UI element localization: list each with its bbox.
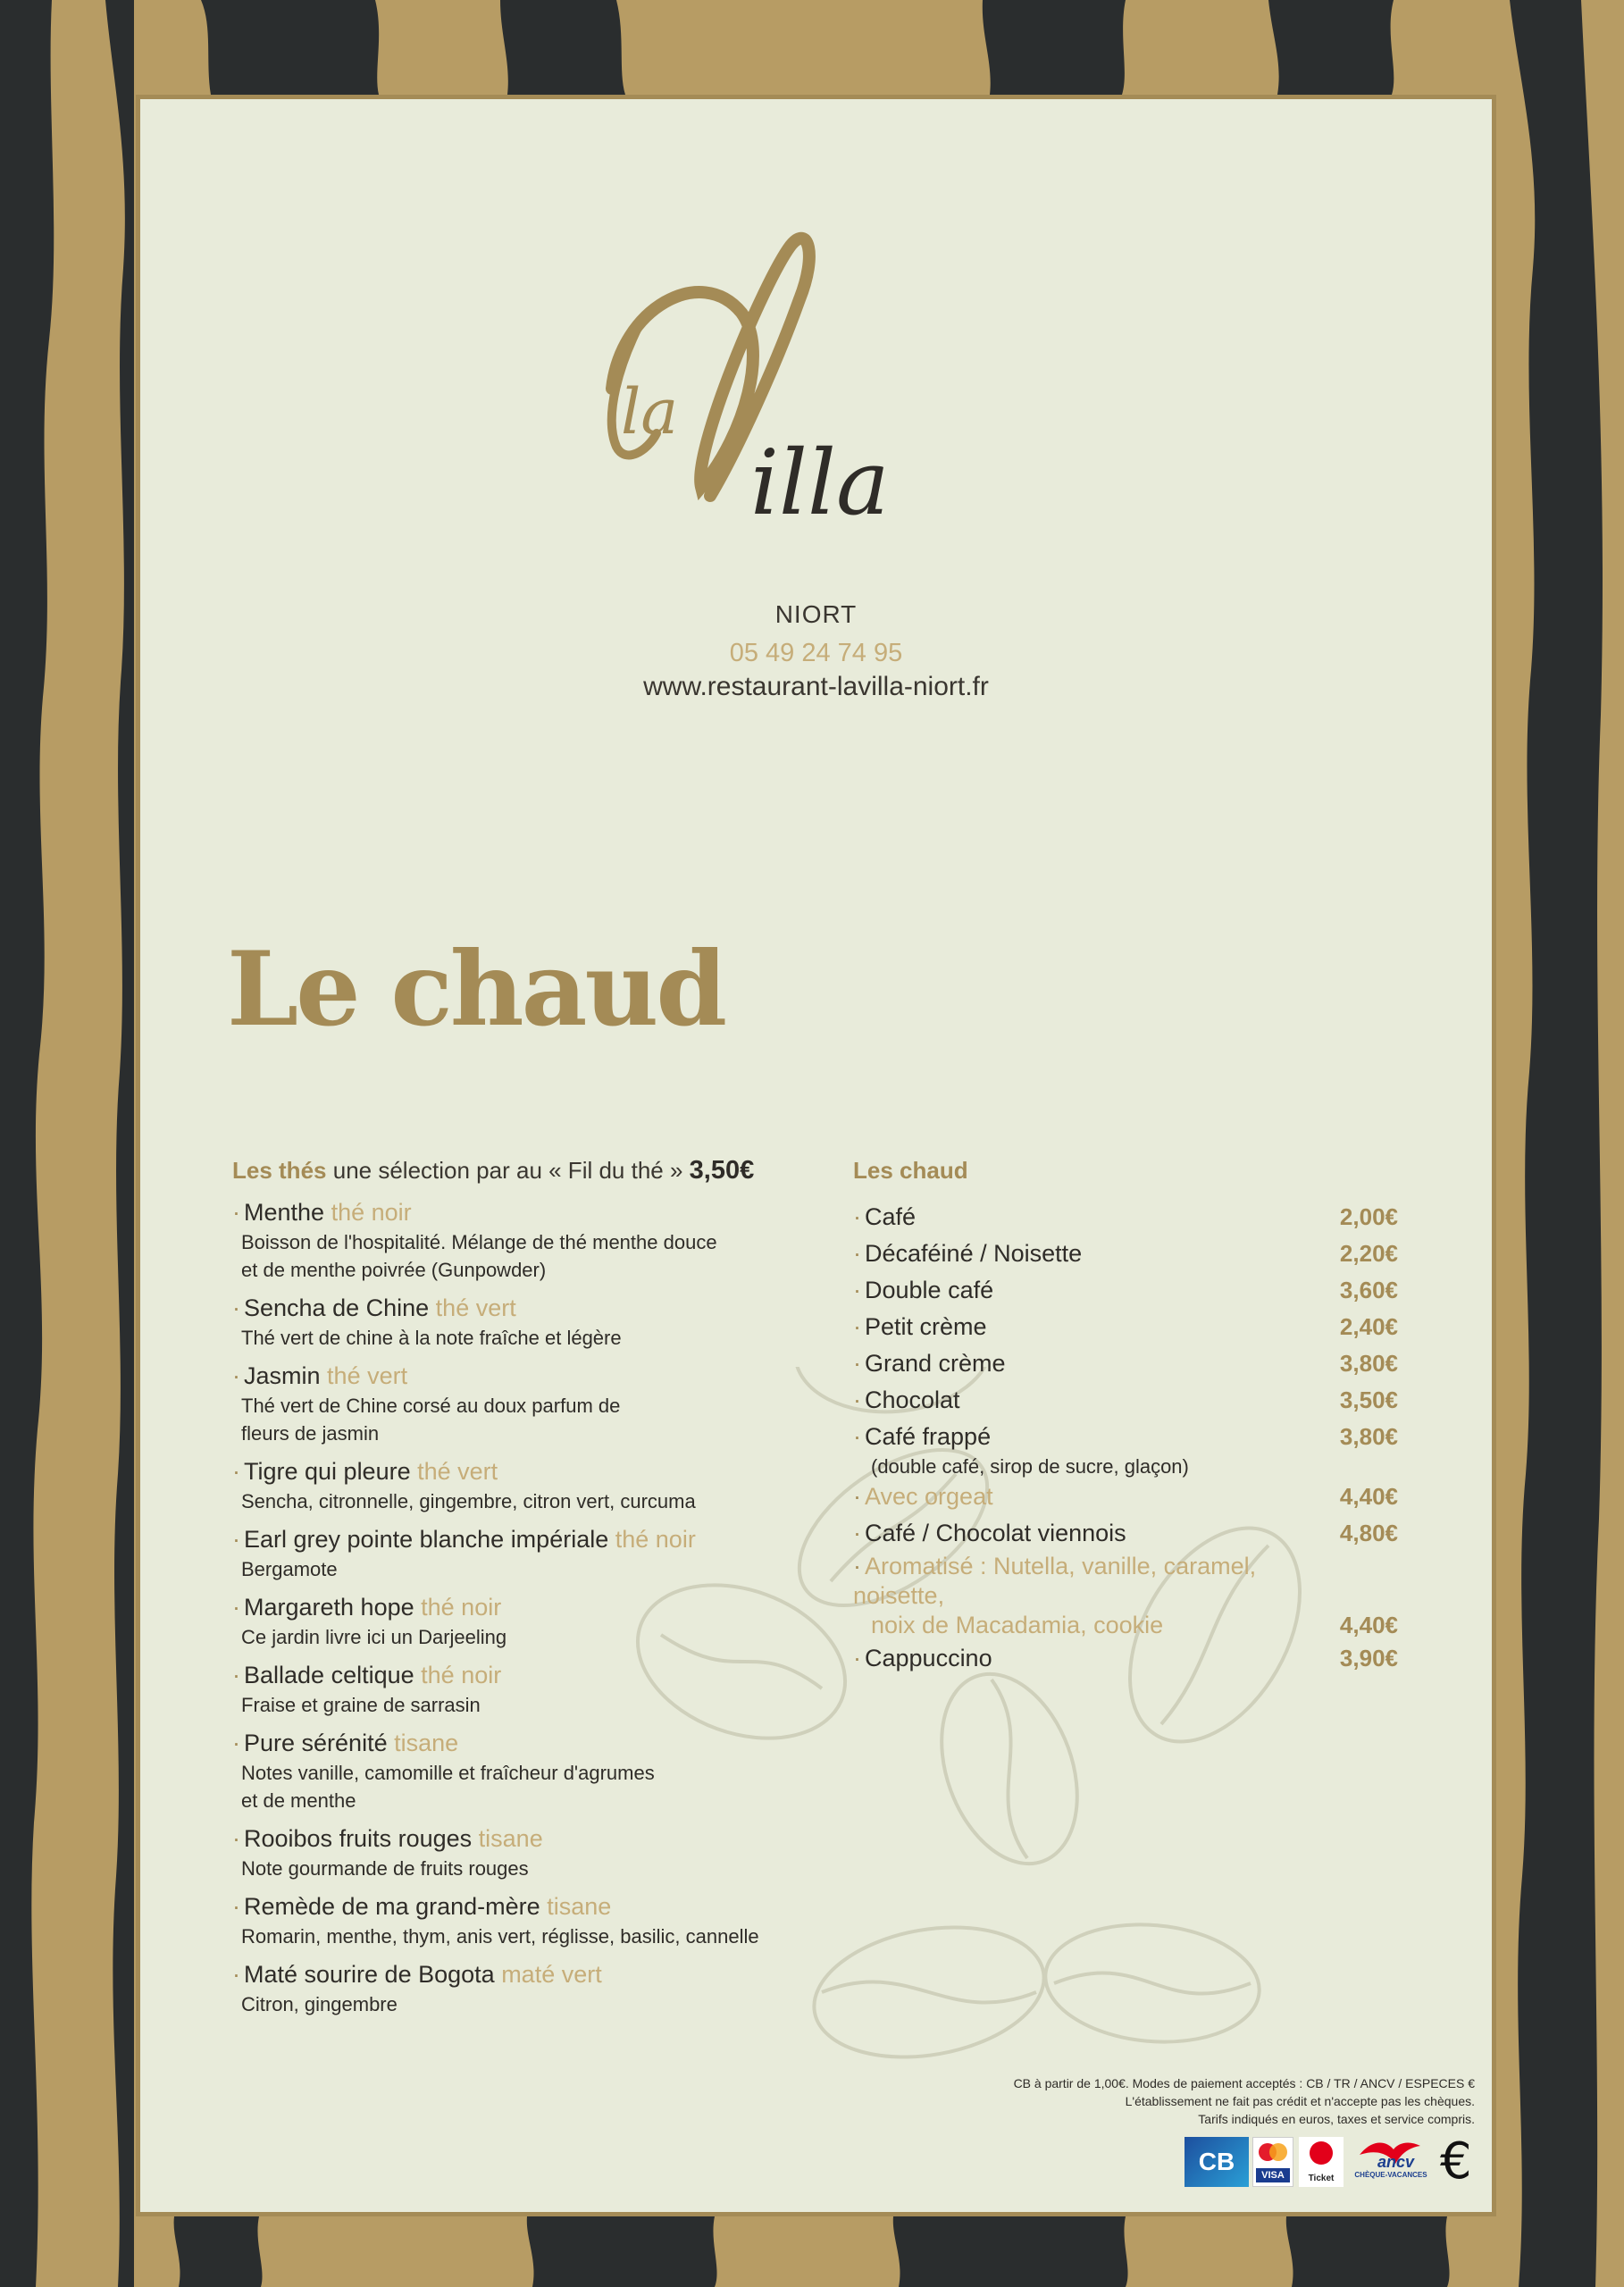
tea-item <box>232 1727 858 1814</box>
ancv-label: ancv <box>1377 2153 1415 2171</box>
bullet-icon: · <box>232 1893 240 1920</box>
item-name: Décaféiné / Noisette <box>865 1240 1083 1267</box>
bullet-icon: · <box>232 1199 240 1226</box>
bullet-icon: · <box>853 1553 861 1579</box>
mastercard-visa-icon <box>1252 2137 1293 2187</box>
item-price: 2,40€ <box>1339 1313 1398 1340</box>
bullet-icon: · <box>853 1386 861 1413</box>
item-price: 3,80€ <box>1339 1350 1398 1377</box>
item-name: Café / Chocolat viennois <box>865 1520 1126 1546</box>
bullet-icon: · <box>232 1961 240 1988</box>
bullet-icon: · <box>232 1526 240 1553</box>
ancv-cheque-vacances-icon <box>1354 2137 1427 2187</box>
tea-description: Romarin, menthe, thym, anis vert, réglisse, basilic, cannelle <box>241 1925 759 1948</box>
menu-row <box>853 1552 1398 1640</box>
item-price: 2,20€ <box>1339 1240 1398 1267</box>
hot-drinks-heading: Les chaud <box>853 1157 968 1184</box>
tea-name: Remède de ma grand-mère <box>244 1893 540 1920</box>
tea-item <box>232 1292 858 1352</box>
tea-type: thé vert <box>435 1294 516 1321</box>
tea-description: Thé vert de Chine corsé au doux parfum de <box>241 1395 621 1417</box>
tea-name: Menthe <box>244 1199 325 1226</box>
tea-item <box>232 1591 858 1651</box>
tea-type: thé vert <box>327 1362 408 1389</box>
tea-item <box>232 1523 858 1583</box>
item-name: Avec orgeat <box>865 1483 993 1510</box>
item-name: Café <box>865 1203 917 1230</box>
item-price: 4,80€ <box>1339 1520 1398 1546</box>
payment-line: CB à partir de 1,00€. Modes de paiement acceptés : CB / TR / ANCV / ESPECES € <box>1013 2076 1475 2090</box>
tea-item <box>232 1822 858 1882</box>
tea-name: Earl grey pointe blanche impériale <box>244 1526 609 1553</box>
bullet-icon: · <box>853 1483 861 1510</box>
item-name: Cappuccino <box>865 1645 992 1671</box>
euro-icon: € <box>1440 2132 1472 2191</box>
bullet-icon: · <box>853 1277 861 1303</box>
phone-number[interactable]: 05 49 24 74 95 <box>729 639 903 667</box>
item-name: Chocolat <box>865 1386 960 1413</box>
tea-name: Pure sérénité <box>244 1730 388 1756</box>
tea-name: Tigre qui pleure <box>244 1458 411 1485</box>
bullet-icon: · <box>853 1240 861 1267</box>
payment-logos <box>1185 2132 1479 2192</box>
payment-info <box>796 2074 1475 2128</box>
cb-card-icon: CB <box>1185 2137 1249 2187</box>
tea-name: Rooibos fruits rouges <box>244 1825 473 1852</box>
tea-name: Jasmin <box>244 1362 321 1389</box>
tea-item <box>232 1360 858 1447</box>
hot-drinks-section <box>853 1152 1398 1677</box>
tea-type: thé noir <box>615 1526 696 1553</box>
tea-description-cont: et de menthe poivrée (Gunpowder) <box>241 1259 547 1281</box>
ticket-label: Ticket <box>1308 2174 1335 2183</box>
bullet-icon: · <box>853 1313 861 1340</box>
tea-item <box>232 1890 858 1950</box>
teas-price: 3,50€ <box>689 1156 755 1185</box>
tea-type: tisane <box>394 1730 459 1756</box>
tea-description: Boisson de l'hospitalité. Mélange de thé menthe douce <box>241 1231 717 1253</box>
teas-heading <box>232 1152 858 1188</box>
menu-row <box>853 1345 1398 1382</box>
tea-description: Sencha, citronnelle, gingembre, citron vert, curcuma <box>241 1490 696 1512</box>
bullet-icon: · <box>232 1294 240 1321</box>
teas-section <box>232 1152 858 2018</box>
website-link[interactable]: www.restaurant-lavilla-niort.fr <box>643 672 989 701</box>
bullet-icon: · <box>232 1362 240 1389</box>
item-name: Petit crème <box>865 1313 987 1340</box>
teas-heading-title: Les thés <box>232 1157 327 1184</box>
item-price: 2,00€ <box>1339 1203 1398 1230</box>
bullet-icon: · <box>232 1730 240 1756</box>
menu-row <box>853 1640 1398 1677</box>
bullet-icon: · <box>232 1594 240 1621</box>
item-price: 4,40€ <box>1339 1612 1398 1638</box>
ticket-restaurant-icon <box>1299 2137 1344 2187</box>
item-name: Grand crème <box>865 1350 1006 1377</box>
teas-heading-sub: une sélection par au « Fil du thé » <box>332 1157 683 1184</box>
item-name: Double café <box>865 1277 994 1303</box>
tea-type: thé noir <box>331 1199 412 1226</box>
tea-name: Ballade celtique <box>244 1662 414 1688</box>
tea-description: Thé vert de chine à la note fraîche et légère <box>241 1327 622 1349</box>
menu-row <box>853 1479 1398 1515</box>
tea-description: Fraise et graine de sarrasin <box>241 1694 481 1716</box>
menu-row <box>853 1309 1398 1345</box>
menu-row <box>853 1515 1398 1552</box>
tea-description: Ce jardin livre ici un Darjeeling <box>241 1626 507 1648</box>
bullet-icon: · <box>232 1458 240 1485</box>
tax-line: Tarifs indiqués en euros, taxes et service compris. <box>1198 2112 1475 2126</box>
tea-description: Note gourmande de fruits rouges <box>241 1857 529 1880</box>
tea-description: Notes vanille, camomille et fraîcheur d'agrumes <box>241 1762 655 1784</box>
bullet-icon: · <box>853 1203 861 1230</box>
tea-type: tisane <box>478 1825 543 1852</box>
item-price: 3,50€ <box>1339 1386 1398 1413</box>
item-name: Café frappé <box>865 1423 992 1450</box>
item-price: 3,90€ <box>1339 1645 1398 1671</box>
tea-type: thé vert <box>417 1458 498 1485</box>
tea-type: thé noir <box>421 1594 502 1621</box>
item-price: 3,80€ <box>1339 1423 1398 1450</box>
bullet-icon: · <box>232 1662 240 1688</box>
item-price: 4,40€ <box>1339 1483 1398 1510</box>
menu-row <box>853 1419 1398 1455</box>
visa-label: VISA <box>1256 2168 1290 2182</box>
item-name-cont: noix de Macadamia, cookie <box>871 1612 1164 1638</box>
tea-name: Sencha de Chine <box>244 1294 430 1321</box>
menu-row <box>853 1199 1398 1236</box>
tea-name: Margareth hope <box>244 1594 414 1621</box>
bullet-icon: · <box>853 1520 861 1546</box>
tea-name: Maté sourire de Bogota <box>244 1961 495 1988</box>
tea-description-cont: fleurs de jasmin <box>241 1422 380 1445</box>
logo-small-text: la <box>621 375 679 448</box>
bullet-icon: · <box>853 1350 861 1377</box>
item-price: 3,60€ <box>1339 1277 1398 1303</box>
tea-item <box>232 1958 858 2018</box>
tea-item <box>232 1659 858 1719</box>
tea-description-cont: et de menthe <box>241 1789 356 1812</box>
item-note: (double café, sirop de sucre, glaçon) <box>871 1455 1189 1478</box>
bullet-icon: · <box>853 1645 861 1671</box>
page-title: Le chaud <box>227 929 725 1049</box>
item-name: Aromatisé : Nutella, vanille, caramel, noisette, <box>853 1553 1257 1609</box>
menu-row <box>853 1382 1398 1419</box>
la-villa-logo <box>585 228 978 567</box>
menu-row <box>853 1272 1398 1309</box>
tea-type: thé noir <box>421 1662 502 1688</box>
tea-item <box>232 1455 858 1515</box>
tea-item <box>232 1196 858 1284</box>
menu-row <box>853 1236 1398 1272</box>
bullet-icon: · <box>853 1423 861 1450</box>
logo-rest-text: illa <box>750 431 890 535</box>
tea-description: Bergamote <box>241 1558 338 1580</box>
ancv-sub-label: CHÈQUE-VACANCES <box>1354 2171 1427 2179</box>
bullet-icon: · <box>232 1825 240 1852</box>
city-label: NIORT <box>774 600 858 628</box>
credit-line: L'établissement ne fait pas crédit et n'accepte pas les chèques. <box>1125 2094 1475 2108</box>
tea-type: tisane <box>547 1893 612 1920</box>
tea-type: maté vert <box>501 1961 602 1988</box>
tea-description: Citron, gingembre <box>241 1993 398 2015</box>
